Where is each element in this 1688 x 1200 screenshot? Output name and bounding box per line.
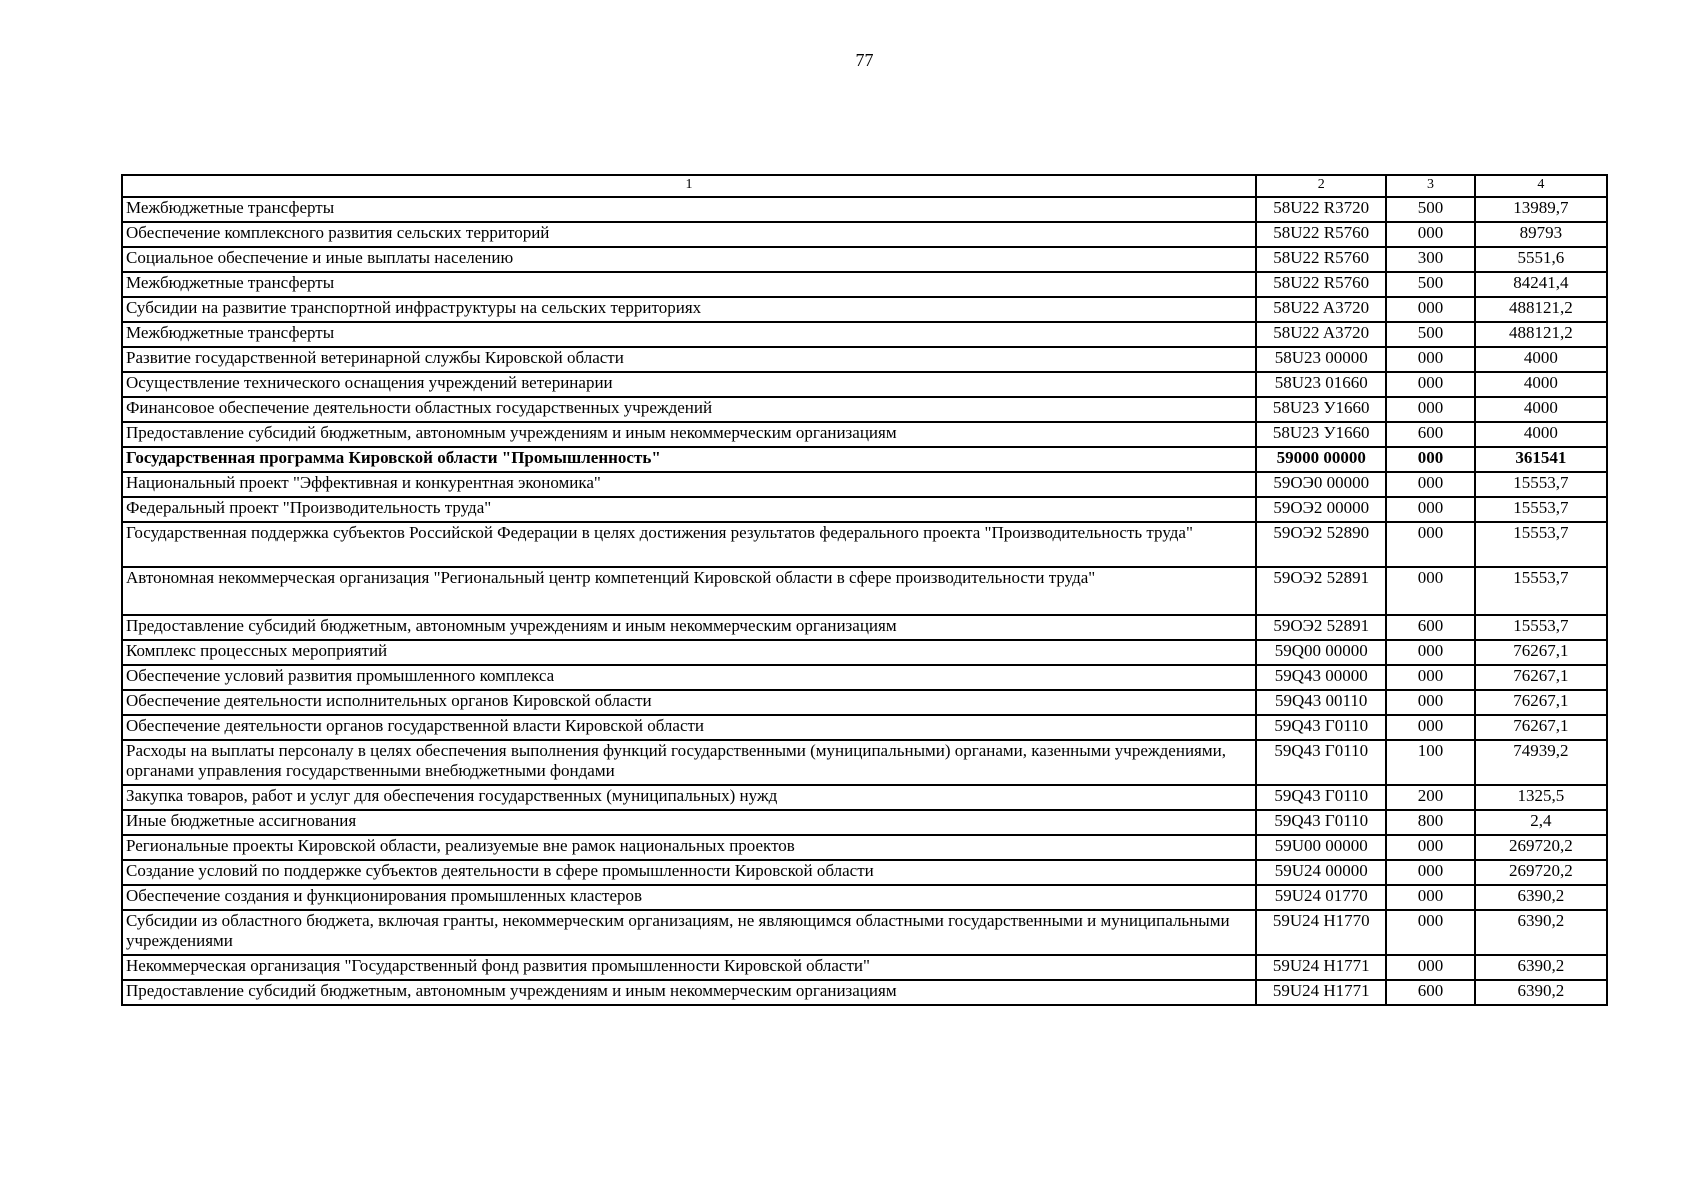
table-row [122, 690, 1607, 715]
name-cell: Государственная поддержка субъектов Российской Федерации в целях достижения результатов федерального проекта "Производительность труда" [122, 522, 1256, 567]
table-row [122, 497, 1607, 522]
table-row [122, 640, 1607, 665]
type-cell: 300 [1386, 247, 1474, 272]
code-cell: 58U23 У1660 [1256, 397, 1386, 422]
code-cell: 59Q00 00000 [1256, 640, 1386, 665]
code-cell: 59ОЭ2 52891 [1256, 567, 1386, 615]
code-cell: 59Q43 Г0110 [1256, 740, 1386, 785]
type-cell: 000 [1386, 955, 1474, 980]
amount-cell: 76267,1 [1475, 690, 1607, 715]
code-cell: 58U23 00000 [1256, 347, 1386, 372]
name-cell: Межбюджетные трансферты [122, 322, 1256, 347]
table-row [122, 885, 1607, 910]
type-cell: 000 [1386, 472, 1474, 497]
code-cell: 58U22 A3720 [1256, 322, 1386, 347]
type-cell: 000 [1386, 640, 1474, 665]
amount-cell: 1325,5 [1475, 785, 1607, 810]
code-cell: 59U24 01770 [1256, 885, 1386, 910]
name-cell: Предоставление субсидий бюджетным, автономным учреждениям и иным некоммерческим организациям [122, 422, 1256, 447]
code-cell: 58U22 A3720 [1256, 297, 1386, 322]
code-cell: 59ОЭ0 00000 [1256, 472, 1386, 497]
code-cell: 59Q43 00000 [1256, 665, 1386, 690]
type-cell: 000 [1386, 397, 1474, 422]
table-row [122, 810, 1607, 835]
budget-table [121, 174, 1608, 1006]
amount-cell: 269720,2 [1475, 860, 1607, 885]
code-cell: 58U23 01660 [1256, 372, 1386, 397]
table-row [122, 472, 1607, 497]
name-cell: Межбюджетные трансферты [122, 272, 1256, 297]
table-row [122, 272, 1607, 297]
type-cell: 500 [1386, 322, 1474, 347]
table-row [122, 860, 1607, 885]
type-cell: 200 [1386, 785, 1474, 810]
type-cell: 000 [1386, 860, 1474, 885]
table-row [122, 347, 1607, 372]
amount-cell: 15553,7 [1475, 522, 1607, 567]
name-cell: Обеспечение условий развития промышленного комплекса [122, 665, 1256, 690]
table-row [122, 247, 1607, 272]
table-row [122, 665, 1607, 690]
amount-cell: 76267,1 [1475, 665, 1607, 690]
header-cell-4: 4 [1475, 175, 1607, 197]
amount-cell: 5551,6 [1475, 247, 1607, 272]
amount-cell: 4000 [1475, 422, 1607, 447]
name-cell: Федеральный проект "Производительность труда" [122, 497, 1256, 522]
amount-cell: 76267,1 [1475, 640, 1607, 665]
type-cell: 500 [1386, 272, 1474, 297]
table-row [122, 835, 1607, 860]
type-cell: 500 [1386, 197, 1474, 222]
amount-cell: 6390,2 [1475, 980, 1607, 1005]
type-cell: 000 [1386, 690, 1474, 715]
amount-cell: 13989,7 [1475, 197, 1607, 222]
amount-cell: 15553,7 [1475, 615, 1607, 640]
type-cell: 000 [1386, 665, 1474, 690]
name-cell: Обеспечение деятельности исполнительных органов Кировской области [122, 690, 1256, 715]
table-row [122, 715, 1607, 740]
name-cell: Финансовое обеспечение деятельности областных государственных учреждений [122, 397, 1256, 422]
amount-cell: 15553,7 [1475, 567, 1607, 615]
name-cell: Обеспечение комплексного развития сельских территорий [122, 222, 1256, 247]
code-cell: 58U22 R5760 [1256, 222, 1386, 247]
type-cell: 100 [1386, 740, 1474, 785]
name-cell: Предоставление субсидий бюджетным, автономным учреждениям и иным некоммерческим организациям [122, 980, 1256, 1005]
code-cell: 59ОЭ2 52890 [1256, 522, 1386, 567]
amount-cell: 15553,7 [1475, 472, 1607, 497]
code-cell: 59ОЭ2 52891 [1256, 615, 1386, 640]
name-cell: Обеспечение создания и функционирования промышленных кластеров [122, 885, 1256, 910]
code-cell: 59Q43 Г0110 [1256, 715, 1386, 740]
code-cell: 58U22 R5760 [1256, 247, 1386, 272]
table-row [122, 297, 1607, 322]
page-number: 77 [855, 50, 874, 70]
table-row [122, 372, 1607, 397]
name-cell: Региональные проекты Кировской области, реализуемые вне рамок национальных проектов [122, 835, 1256, 860]
name-cell: Некоммерческая организация "Государственный фонд развития промышленности Кировской области" [122, 955, 1256, 980]
table-row [122, 567, 1607, 615]
amount-cell: 488121,2 [1475, 297, 1607, 322]
table-row [122, 955, 1607, 980]
name-cell: Осуществление технического оснащения учреждений ветеринарии [122, 372, 1256, 397]
amount-cell: 361541 [1475, 447, 1607, 472]
name-cell: Субсидии на развитие транспортной инфраструктуры на сельских территориях [122, 297, 1256, 322]
type-cell: 600 [1386, 980, 1474, 1005]
table-row [122, 740, 1607, 785]
amount-cell: 4000 [1475, 347, 1607, 372]
type-cell: 000 [1386, 567, 1474, 615]
amount-cell: 74939,2 [1475, 740, 1607, 785]
code-cell: 58U22 R5760 [1256, 272, 1386, 297]
type-cell: 000 [1386, 910, 1474, 955]
code-cell: 59Q43 Г0110 [1256, 810, 1386, 835]
name-cell: Создание условий по поддержке субъектов деятельности в сфере промышленности Кировской области [122, 860, 1256, 885]
name-cell: Иные бюджетные ассигнования [122, 810, 1256, 835]
type-cell: 000 [1386, 447, 1474, 472]
amount-cell: 4000 [1475, 372, 1607, 397]
table-row [122, 197, 1607, 222]
amount-cell: 269720,2 [1475, 835, 1607, 860]
name-cell: Расходы на выплаты персоналу в целях обеспечения выполнения функций государственными (муниципальными) органами, казенными учреждениями, органами управления государственными внебюджетными фондами [122, 740, 1256, 785]
header-cell-2: 2 [1256, 175, 1386, 197]
table-row [122, 322, 1607, 347]
name-cell: Предоставление субсидий бюджетным, автономным учреждениям и иным некоммерческим организациям [122, 615, 1256, 640]
type-cell: 600 [1386, 422, 1474, 447]
name-cell: Субсидии из областного бюджета, включая гранты, некоммерческим организациям, не являющимся областными государственными и муниципальными учреждениями [122, 910, 1256, 955]
type-cell: 000 [1386, 297, 1474, 322]
name-cell: Государственная программа Кировской области "Промышленность" [122, 447, 1256, 472]
amount-cell: 2,4 [1475, 810, 1607, 835]
table-row [122, 910, 1607, 955]
amount-cell: 6390,2 [1475, 955, 1607, 980]
type-cell: 000 [1386, 522, 1474, 567]
name-cell: Автономная некоммерческая организация "Региональный центр компетенций Кировской области в сфере производительности труда" [122, 567, 1256, 615]
type-cell: 000 [1386, 372, 1474, 397]
amount-cell: 4000 [1475, 397, 1607, 422]
code-cell: 58U22 R3720 [1256, 197, 1386, 222]
header-cell-1: 1 [122, 175, 1256, 197]
amount-cell: 84241,4 [1475, 272, 1607, 297]
code-cell: 59U24 Н1771 [1256, 980, 1386, 1005]
code-cell: 58U23 У1660 [1256, 422, 1386, 447]
table-row [122, 615, 1607, 640]
table-body [122, 175, 1607, 1005]
type-cell: 000 [1386, 497, 1474, 522]
code-cell: 59Q43 00110 [1256, 690, 1386, 715]
amount-cell: 488121,2 [1475, 322, 1607, 347]
type-cell: 000 [1386, 885, 1474, 910]
table-row [122, 422, 1607, 447]
amount-cell: 15553,7 [1475, 497, 1607, 522]
type-cell: 800 [1386, 810, 1474, 835]
header-cell-3: 3 [1386, 175, 1474, 197]
code-cell: 59U24 Н1771 [1256, 955, 1386, 980]
amount-cell: 6390,2 [1475, 910, 1607, 955]
name-cell: Социальное обеспечение и иные выплаты населению [122, 247, 1256, 272]
table-row [122, 222, 1607, 247]
code-cell: 59000 00000 [1256, 447, 1386, 472]
table-row [122, 785, 1607, 810]
code-cell: 59ОЭ2 00000 [1256, 497, 1386, 522]
table-row [122, 447, 1607, 472]
type-cell: 600 [1386, 615, 1474, 640]
name-cell: Развитие государственной ветеринарной службы Кировской области [122, 347, 1256, 372]
table-row [122, 522, 1607, 567]
type-cell: 000 [1386, 715, 1474, 740]
code-cell: 59U00 00000 [1256, 835, 1386, 860]
amount-cell: 89793 [1475, 222, 1607, 247]
code-cell: 59U24 Н1770 [1256, 910, 1386, 955]
type-cell: 000 [1386, 835, 1474, 860]
name-cell: Закупка товаров, работ и услуг для обеспечения государственных (муниципальных) нужд [122, 785, 1256, 810]
name-cell: Обеспечение деятельности органов государственной власти Кировской области [122, 715, 1256, 740]
type-cell: 000 [1386, 222, 1474, 247]
table-row [122, 397, 1607, 422]
amount-cell: 6390,2 [1475, 885, 1607, 910]
table-row [122, 980, 1607, 1005]
amount-cell: 76267,1 [1475, 715, 1607, 740]
type-cell: 000 [1386, 347, 1474, 372]
code-cell: 59U24 00000 [1256, 860, 1386, 885]
header-row [122, 175, 1607, 197]
code-cell: 59Q43 Г0110 [1256, 785, 1386, 810]
name-cell: Межбюджетные трансферты [122, 197, 1256, 222]
name-cell: Комплекс процессных мероприятий [122, 640, 1256, 665]
name-cell: Национальный проект "Эффективная и конкурентная экономика" [122, 472, 1256, 497]
